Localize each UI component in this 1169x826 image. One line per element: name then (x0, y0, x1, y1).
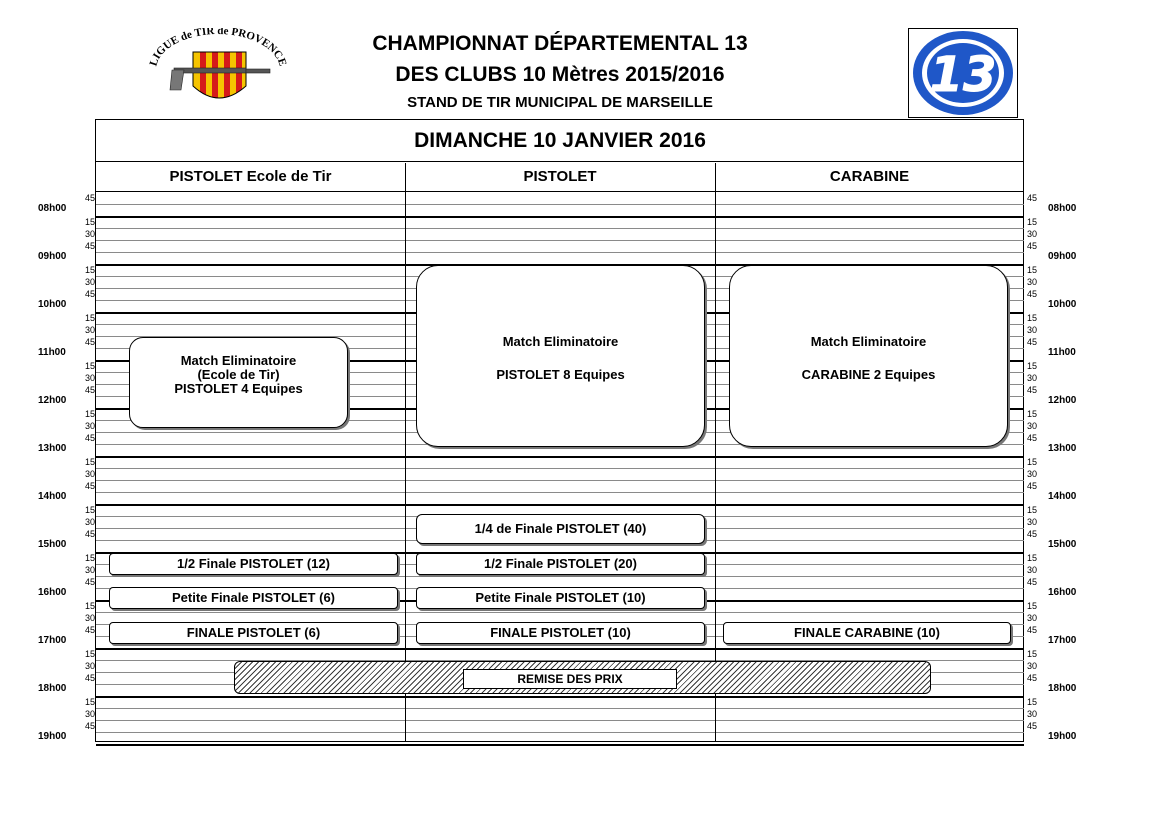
minute-label-left: 15 (84, 697, 95, 707)
ligue-provence-logo (148, 28, 288, 110)
hour-label-right: 09h00 (1048, 251, 1077, 262)
quarter-line (96, 228, 1024, 229)
hour-label-right: 18h00 (1048, 683, 1077, 694)
minute-label-right: 30 (1027, 709, 1038, 719)
minute-label-right: 15 (1027, 409, 1038, 419)
hour-label-left: 19h00 (38, 731, 67, 742)
minute-label-right: 45 (1027, 577, 1038, 587)
minute-label-right: 30 (1027, 469, 1038, 479)
hour-label-right: 11h00 (1048, 347, 1076, 358)
minute-label-right: 30 (1027, 373, 1038, 383)
quarter-line (96, 576, 1024, 577)
minute-label-left: 30 (84, 661, 95, 671)
logo-left-text: LIGUE de TIR de PROVENCE (148, 28, 288, 68)
minute-label-right: 30 (1027, 517, 1038, 527)
venue-subtitle: STAND DE TIR MUNICIPAL DE MARSEILLE (407, 94, 713, 111)
minute-label-right: 30 (1027, 229, 1038, 239)
minute-label-left: 45 (84, 673, 95, 683)
hour-label-left: 08h00 (38, 203, 67, 214)
minute-label-left: 30 (84, 277, 95, 287)
event-ecole-match-line1: Match Eliminatoire (180, 353, 297, 368)
hour-label-left: 15h00 (38, 539, 67, 550)
event-ecole-match-line2: (Ecole de Tir) (197, 367, 280, 382)
minute-label-right: 45 (1027, 625, 1038, 635)
column-header-ecole-de-tir: PISTOLET Ecole de Tir (169, 168, 332, 185)
minute-label-right: 45 (1027, 673, 1038, 683)
minute-label-left: 15 (84, 361, 95, 371)
logo-right-text: 13 (929, 47, 997, 103)
minute-label-left: 45 (84, 721, 95, 731)
minute-label-left: 15 (84, 313, 95, 323)
minute-label-left: 30 (84, 613, 95, 623)
minute-label-right: 45 (1027, 481, 1038, 491)
hour-label-left: 18h00 (38, 683, 67, 694)
minute-label-left: 45 (84, 385, 95, 395)
minute-label-right: 45 (1027, 433, 1038, 443)
event-ecole-match-eliminatoire (129, 337, 348, 428)
minute-label-right: 15 (1027, 265, 1038, 275)
column-divider (715, 163, 716, 742)
championship-subtitle-clubs: DES CLUBS 10 Mètres 2015/2016 (395, 63, 725, 86)
minute-label-left: 15 (84, 601, 95, 611)
event-pistolet-match-eliminatoire (416, 265, 705, 447)
minute-label-right: 15 (1027, 457, 1038, 467)
hour-label-left: 14h00 (38, 491, 67, 502)
minute-label-right: 30 (1027, 565, 1038, 575)
minute-label-left: 45 (84, 337, 95, 347)
quarter-line (96, 240, 1024, 241)
hour-line (96, 744, 1024, 746)
hour-label-right: 10h00 (1048, 299, 1077, 310)
hour-label-right: 16h00 (1048, 587, 1077, 598)
hour-line (96, 504, 1024, 506)
hour-label-left: 12h00 (38, 395, 67, 406)
quarter-line (96, 708, 1024, 709)
column-divider (405, 163, 406, 742)
minute-label-right: 45 (1027, 721, 1038, 731)
minute-label-right: 15 (1027, 553, 1038, 563)
hour-label-right: 14h00 (1048, 491, 1077, 502)
minute-label-right: 45 (1027, 385, 1038, 395)
quarter-line (96, 204, 1024, 205)
quarter-line (96, 732, 1024, 733)
minute-label-left: 15 (84, 265, 95, 275)
minute-label-right: 15 (1027, 649, 1038, 659)
minute-label-left: 45 (84, 289, 95, 299)
event-ecole-semi-final: 1/2 Finale PISTOLET (12) (109, 553, 398, 575)
day-title: DIMANCHE 10 JANVIER 2016 (96, 119, 1024, 162)
event-ecole-finale: FINALE PISTOLET (6) (109, 622, 398, 644)
hour-label-right: 17h00 (1048, 635, 1077, 646)
minute-label-left: 15 (84, 409, 95, 419)
event-pistolet-match-line1: Match Eliminatoire (502, 334, 619, 349)
minute-label-left: 30 (84, 565, 95, 575)
minute-label-right: 30 (1027, 421, 1038, 431)
quarter-line (96, 468, 1024, 469)
hour-label-left: 09h00 (38, 251, 67, 262)
minute-label-left: 30 (84, 517, 95, 527)
championship-title: CHAMPIONNAT DÉPARTEMENTAL 13 (372, 32, 748, 55)
quarter-line (96, 480, 1024, 481)
remise-des-prix-label: REMISE DES PRIX (463, 669, 677, 689)
event-pistolet-finale: FINALE PISTOLET (10) (416, 622, 705, 644)
minute-label-left: 30 (84, 421, 95, 431)
quarter-line (96, 252, 1024, 253)
hour-label-right: 12h00 (1048, 395, 1077, 406)
minute-label-left: 45 (84, 577, 95, 587)
hour-label-left: 16h00 (38, 587, 67, 598)
quarter-line (96, 612, 1024, 613)
minute-label-left: 45 (84, 481, 95, 491)
minute-label-left: 15 (84, 649, 95, 659)
minute-label-left: 45 (84, 433, 95, 443)
hour-label-right: 13h00 (1048, 443, 1077, 454)
event-carabine-match-line2: CARABINE 2 Equipes (801, 367, 936, 382)
column-header-pistolet: PISTOLET (523, 168, 597, 185)
minute-label-left: 45 (84, 193, 95, 203)
event-carabine-finale: FINALE CARABINE (10) (723, 622, 1011, 644)
event-carabine-match-line1: Match Eliminatoire (810, 334, 927, 349)
minute-label-left: 30 (84, 229, 95, 239)
quarter-line (96, 720, 1024, 721)
minute-label-left: 15 (84, 553, 95, 563)
minute-label-right: 30 (1027, 661, 1038, 671)
hour-label-left: 17h00 (38, 635, 67, 646)
minute-label-left: 45 (84, 241, 95, 251)
hour-label-left: 11h00 (38, 347, 66, 358)
minute-label-left: 15 (84, 457, 95, 467)
hour-label-right: 19h00 (1048, 731, 1077, 742)
hour-label-right: 15h00 (1048, 539, 1077, 550)
hour-line (96, 456, 1024, 458)
hour-line (96, 696, 1024, 698)
hour-label-left: 10h00 (38, 299, 67, 310)
minute-label-right: 30 (1027, 325, 1038, 335)
minute-label-right: 15 (1027, 505, 1038, 515)
department-13-logo (908, 28, 1018, 118)
hour-label-right: 08h00 (1048, 203, 1077, 214)
minute-label-left: 45 (84, 625, 95, 635)
event-pistolet-semi-final: 1/2 Finale PISTOLET (20) (416, 553, 705, 575)
minute-label-left: 45 (84, 529, 95, 539)
hour-line (96, 648, 1024, 650)
minute-label-left: 15 (84, 217, 95, 227)
column-header-underline (96, 191, 1024, 192)
minute-label-right: 45 (1027, 193, 1038, 203)
minute-label-right: 15 (1027, 313, 1038, 323)
event-pistolet-match-line2: PISTOLET 8 Equipes (496, 367, 625, 382)
event-ecole-match-line3: PISTOLET 4 Equipes (174, 381, 303, 396)
quarter-line (96, 492, 1024, 493)
event-pistolet-quarter-final: 1/4 de Finale PISTOLET (40) (416, 514, 705, 544)
minute-label-right: 45 (1027, 529, 1038, 539)
minute-label-right: 15 (1027, 217, 1038, 227)
minute-label-left: 30 (84, 709, 95, 719)
minute-label-left: 15 (84, 505, 95, 515)
event-ecole-petite-finale: Petite Finale PISTOLET (6) (109, 587, 398, 609)
minute-label-left: 30 (84, 469, 95, 479)
minute-label-right: 45 (1027, 337, 1038, 347)
minute-label-left: 30 (84, 325, 95, 335)
hour-label-left: 13h00 (38, 443, 67, 454)
event-pistolet-petite-finale: Petite Finale PISTOLET (10) (416, 587, 705, 609)
minute-label-right: 30 (1027, 277, 1038, 287)
minute-label-left: 30 (84, 373, 95, 383)
column-header-carabine: CARABINE (829, 168, 910, 185)
minute-label-right: 15 (1027, 697, 1038, 707)
minute-label-right: 45 (1027, 241, 1038, 251)
event-carabine-match-eliminatoire (729, 265, 1008, 447)
minute-label-right: 15 (1027, 361, 1038, 371)
hour-line (96, 216, 1024, 218)
minute-label-right: 30 (1027, 613, 1038, 623)
minute-label-right: 45 (1027, 289, 1038, 299)
minute-label-right: 15 (1027, 601, 1038, 611)
